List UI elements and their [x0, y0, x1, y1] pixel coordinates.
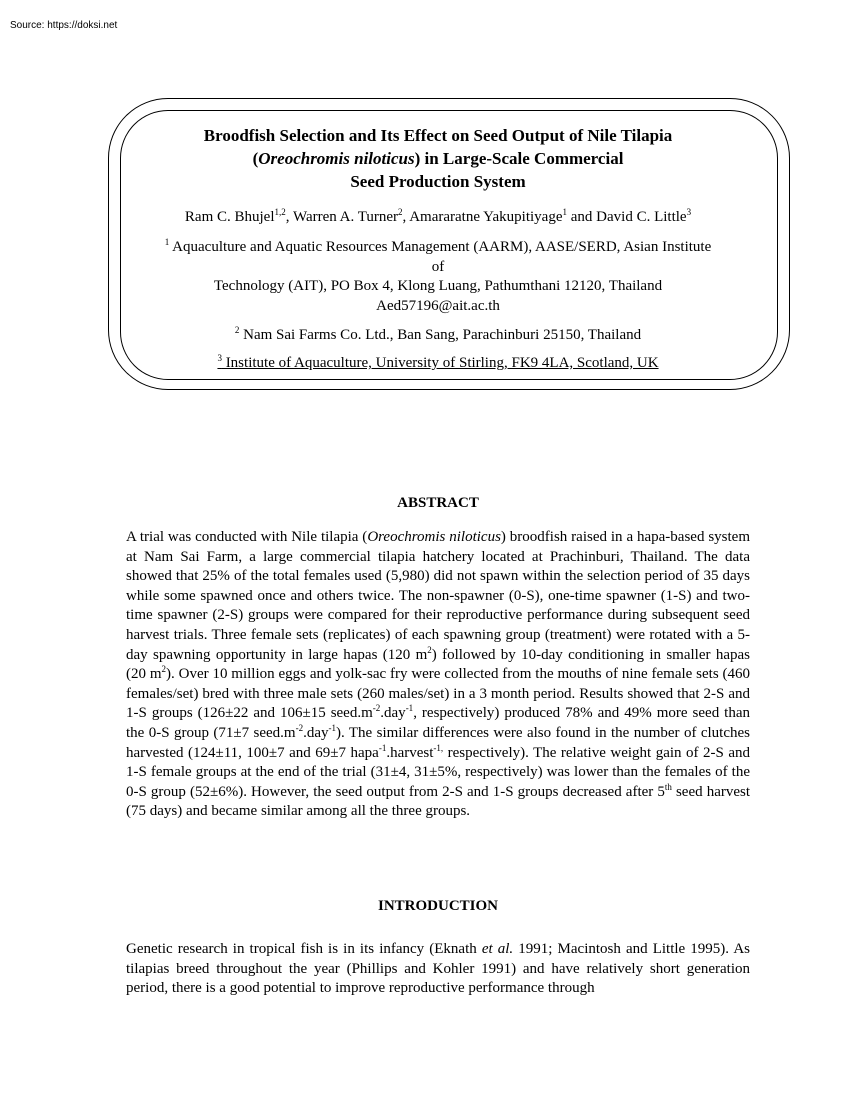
title-paren: ( — [252, 149, 259, 168]
title-species: Oreochromis niloticus — [258, 149, 415, 168]
abstract-part: A trial was conducted with Nile tilapia ( — [126, 529, 368, 545]
affiliation-1-marker: 1 — [164, 237, 170, 247]
author-2-affil: 2 — [398, 207, 403, 217]
abstract-part: ) followed by 10-day conditioning in smaller hapas (20 m — [126, 646, 750, 683]
title-line-2: ) in Large-Scale Commercial — [414, 149, 624, 168]
abstract-heading: ABSTRACT — [397, 495, 479, 511]
author-3: , Amararatne Yakupitiyage — [402, 209, 563, 225]
author-1: Ram C. Bhujel — [184, 209, 275, 225]
title-line-3: Seed Production System — [350, 172, 526, 191]
introduction-text — [126, 940, 750, 999]
abstract-part: .day — [303, 724, 329, 741]
affiliation-1 — [126, 238, 750, 316]
paper-title — [126, 124, 750, 193]
abstract-part: ) broodfish raised in a hapa-based system at Nam Sai Farm, a large commercial tilapia hatchery located at Prachinburi, Thailand. The data showed that 25% of the total females used (5,980) did not spawn within the selection period of 35 days while some spawned once and others twice. The non-spawner (0-S), one-time spawner (1-S) and two-time spawner (2-S) groups were compared for their reproductive performance during subsequent seed harvest trials. Three female sets (replicates) of each spawning group (treatment) were rotated with a 5-day spawning opportunity in large hapas (120 m — [126, 529, 751, 663]
author-4: and David C. Little — [567, 209, 687, 225]
abstract-part: respectively). The relative weight gain of 2-S and 1-S female groups at the end of the trial (31±4, 31±5%, respectively) was lower than the females of the 0-S group (52±6%). However, the seed output from 2-S and 1-S groups decreased after 5 — [126, 744, 750, 800]
author-1-affil: 1,2 — [274, 207, 286, 217]
abstract-sup: -2 — [372, 703, 381, 714]
abstract-part: .harvest — [386, 744, 434, 761]
affiliation-2-marker: 2 — [234, 325, 240, 335]
intro-italic: et al. — [481, 941, 514, 957]
source-label: Source: https://doksi.net — [10, 20, 118, 31]
affiliation-3-text: Institute of Aquaculture, University of Stirling, FK9 4LA, Scotland, UK — [221, 355, 659, 371]
abstract-sup: -1 — [405, 703, 414, 714]
abstract-species: Oreochromis niloticus — [367, 529, 501, 545]
author-3-affil: 1 — [562, 207, 567, 217]
affiliation-1-line-3: Technology (AIT), PO Box 4, Klong Luang, Pathumthani 12120, Thailand — [213, 278, 663, 294]
author-list — [126, 208, 750, 226]
abstract-sup: -1, — [433, 742, 444, 753]
intro-part: 1991; Macintosh and Little 1995). As tilapias breed throughout the year (Phillips and Kohler 1991) and have relatively short generation period, there is a good potential to improve reproductive performance through — [126, 941, 750, 997]
introduction-heading: INTRODUCTION — [377, 898, 498, 914]
abstract-sup: -1 — [328, 722, 336, 733]
affiliation-3 — [126, 354, 750, 372]
abstract-sup: 2 — [161, 664, 167, 675]
abstract-sup: 2 — [427, 644, 432, 655]
abstract-sup: th — [664, 781, 672, 792]
abstract-part: ). The similar differences were also found in the number of clutches harvested (124±11, 100±7 and 69±7 hapa — [126, 724, 750, 761]
abstract-sup: -2 — [295, 722, 304, 733]
intro-part: Genetic research in tropical fish is in its infancy (Eknath — [126, 941, 482, 957]
affiliation-2 — [126, 326, 750, 344]
abstract-part: seed harvest (75 days) and became similar among all the three groups. — [126, 783, 751, 820]
abstract-part: , respectively) produced 78% and 49% more seed than the 0-S group (71±7 seed.m — [126, 705, 751, 741]
author-4-affil: 3 — [686, 207, 692, 217]
affiliation-1-line-1: Aquaculture and Aquatic Resources Management (AARM), AASE/SERD, Asian Institute — [169, 239, 712, 255]
affiliation-2-text: Nam Sai Farms Co. Ltd., Ban Sang, Parachinburi 25150, Thailand — [239, 327, 642, 343]
paper-header — [126, 124, 750, 372]
abstract-text — [126, 528, 750, 822]
affiliation-3-marker: 3 — [217, 353, 222, 363]
abstract-part: .day — [380, 705, 406, 722]
affiliation-1-line-2: of — [431, 258, 445, 275]
author-2: , Warren A. Turner — [285, 209, 399, 225]
abstract-part: ). Over 10 million eggs and yolk-sac fry were collected from the mouths of nine female sets (460 females/set) bred with three male sets (260 males/set) in a 3 month period. Results showed that 2-S and 1-S groups (126±22 and 106±15 seed.m — [126, 666, 750, 722]
abstract-sup: -1 — [378, 742, 387, 753]
affiliation-1-email: Aed57196@ait.ac.th — [376, 297, 500, 314]
title-line-1: Broodfish Selection and Its Effect on Seed Output of Nile Tilapia — [203, 126, 673, 145]
